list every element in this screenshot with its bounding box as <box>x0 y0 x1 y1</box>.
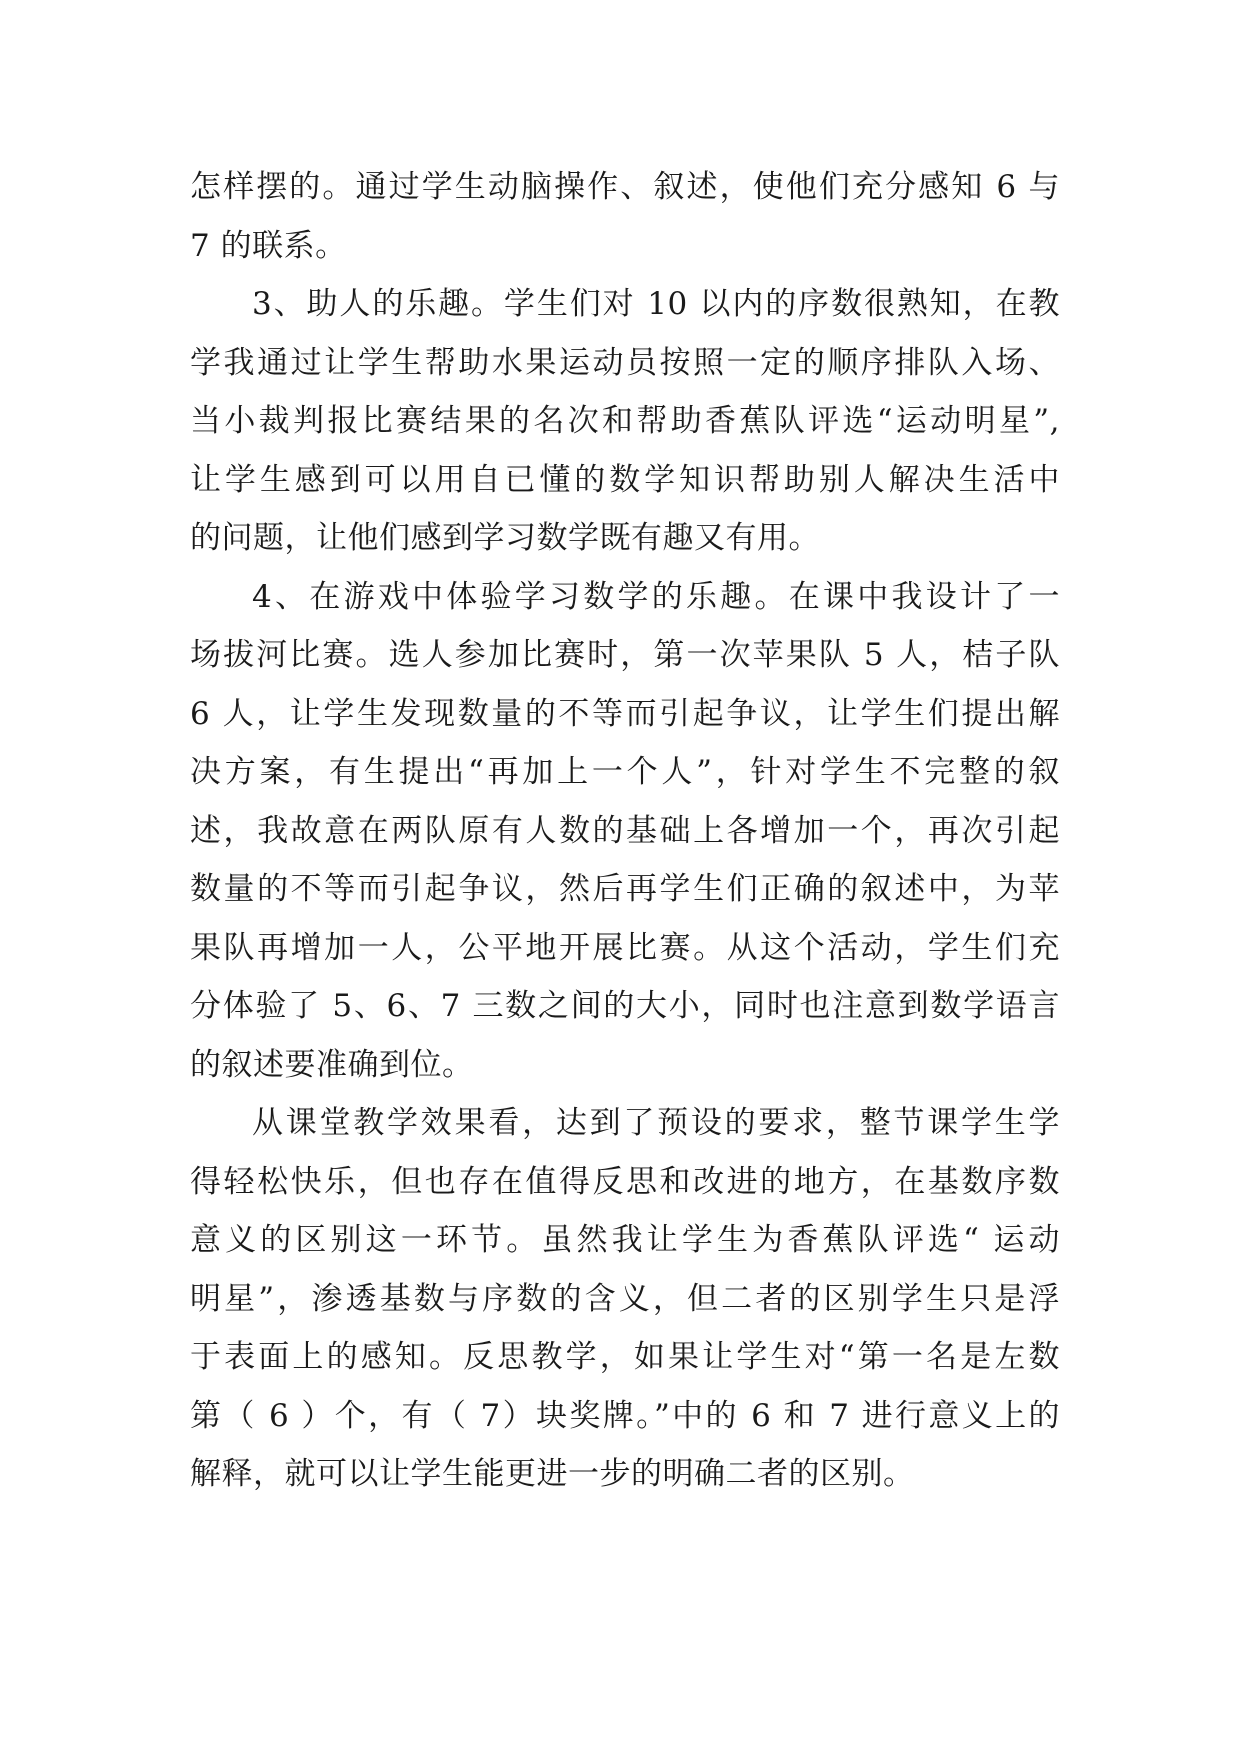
text-line: 从课堂教学效果看，达到了预设的要求，整节课学生学 <box>252 1105 1060 1141</box>
text-line: 场拔河比赛。选人参加比赛时，第一次苹果队 5 人，桔子队 <box>190 637 1060 673</box>
text-line: 的问题，让他们感到学习数学既有趣又有用。 <box>190 520 820 556</box>
body-text <box>190 158 1060 1504</box>
text-line: 当小裁判报比赛结果的名次和帮助香蕉队评选“运动明星”, <box>190 403 1060 439</box>
text-line: 数量的不等而引起争议，然后再学生们正确的叙述中，为苹 <box>190 871 1060 907</box>
text-line: 的叙述要准确到位。 <box>190 1046 474 1083</box>
text-line: 让学生感到可以用自已懂的数学知识帮助别人解决生活中 <box>190 461 1060 498</box>
text-line: 得轻松快乐，但也存在值得反思和改进的地方，在基数序数 <box>190 1163 1060 1200</box>
text-line: 3、助人的乐趣。学生们对 10 以内的序数很熟知，在教 <box>252 286 1060 322</box>
text-line: 7 的联系。 <box>190 227 347 264</box>
text-line: 6 人，让学生发现数量的不等而引起争议，让学生们提出解 <box>190 695 1060 732</box>
text-line: 4、在游戏中体验学习数学的乐趣。在课中我设计了一 <box>252 578 1060 615</box>
text-line: 决方案，有生提出“再加上一个人”，针对学生不完整的叙 <box>190 754 1060 790</box>
text-line: 怎样摆的。通过学生动脑操作、叙述，使他们充分感知 6 与 <box>190 169 1060 205</box>
text-line: 解释，就可以让学生能更进一步的明确二者的区别。 <box>190 1456 915 1492</box>
text-line: 分体验了 5、6、7 三数之间的大小，同时也注意到数学语言 <box>190 988 1060 1024</box>
text-line: 明星”，渗透基数与序数的含义，但二者的区别学生只是浮 <box>190 1280 1060 1317</box>
text-line: 于表面上的感知。反思教学，如果让学生对“第一名是左数 <box>190 1339 1060 1375</box>
text-line: 果队再增加一人，公平地开展比赛。从这个活动，学生们充 <box>190 929 1060 966</box>
text-line: 学我通过让学生帮助水果运动员按照一定的顺序排队入场、 <box>190 344 1060 381</box>
text-line: 意义的区别这一环节。虽然我让学生为香蕉队评选“ 运动 <box>190 1222 1060 1258</box>
text-line: 第（ 6 ）个，有（ 7）块奖牌。”中的 6 和 7 进行意义上的 <box>190 1397 1060 1434</box>
text-line: 述，我故意在两队原有人数的基础上各增加一个，再次引起 <box>190 812 1060 849</box>
